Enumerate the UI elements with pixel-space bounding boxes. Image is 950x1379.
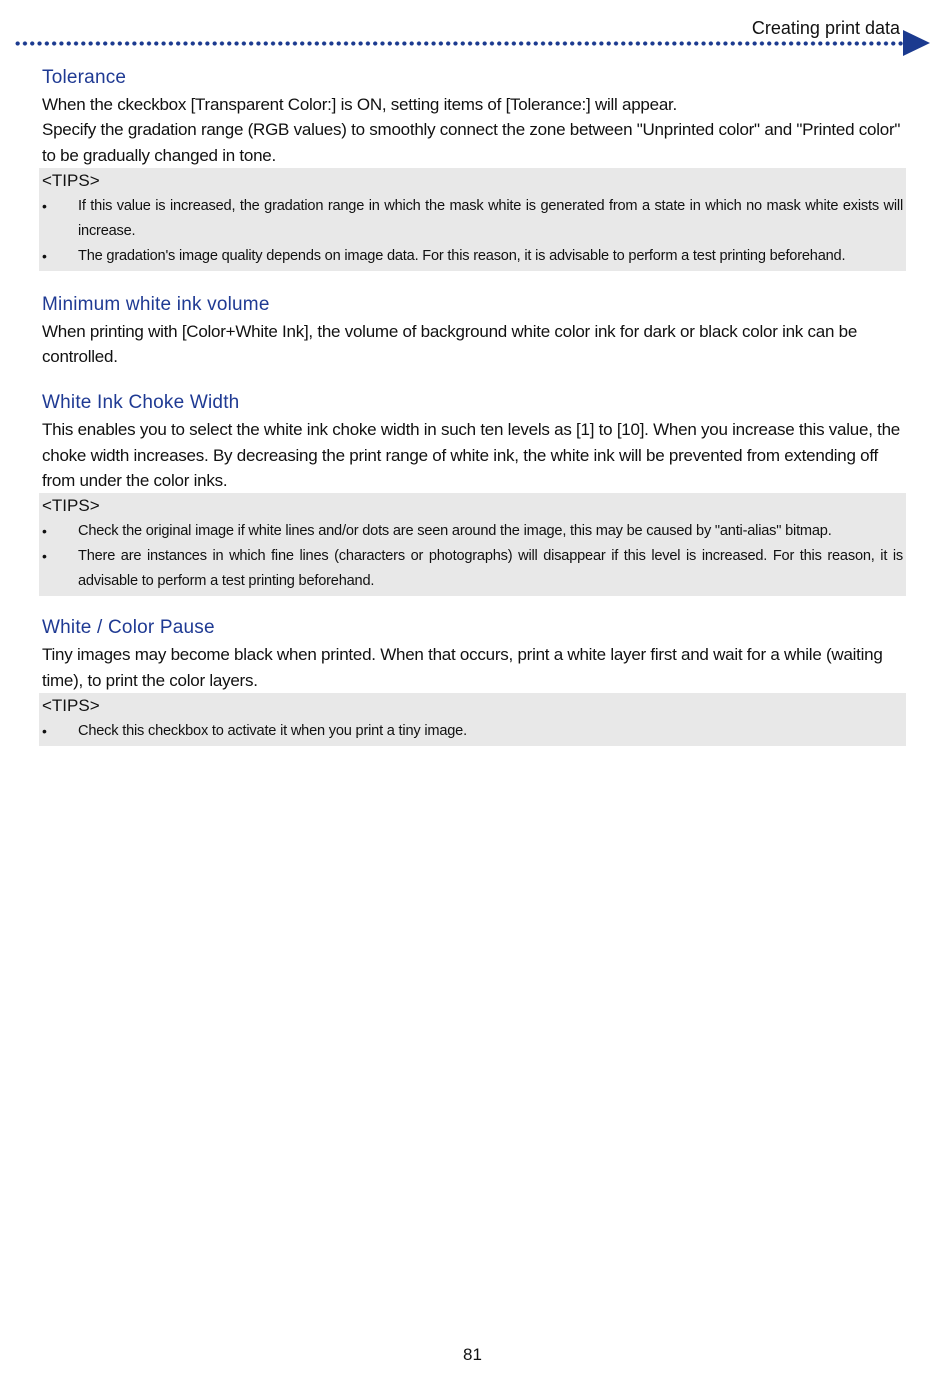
tips-label: <TIPS> bbox=[42, 496, 100, 516]
list-item bbox=[42, 719, 903, 744]
section-white-color-pause bbox=[42, 614, 906, 746]
tip-text: There are instances in which fine lines (characters or photographs) will disappear if this level is increased. For this reason, it is advisable to perform a test printing beforehand. bbox=[78, 548, 903, 590]
bullet-icon: • bbox=[42, 197, 47, 214]
tips-label: <TIPS> bbox=[42, 170, 100, 190]
tip-text: If this value is increased, the gradation range in which the mask white is generated from a state in which no mask white exists will increase. bbox=[78, 197, 903, 239]
tips-list bbox=[42, 194, 903, 269]
bullet-icon: • bbox=[42, 548, 47, 565]
paragraph: When the ckeckbox [Transparent Color:] is ON, setting items of [Tolerance:] will appear. bbox=[42, 95, 677, 114]
bullet-icon: • bbox=[42, 722, 47, 739]
tips-list bbox=[42, 519, 903, 594]
section-heading: Minimum white ink volume bbox=[42, 293, 270, 315]
tip-text: Check this checkbox to activate it when you print a tiny image. bbox=[78, 722, 467, 739]
header-title: Creating print data bbox=[751, 18, 900, 38]
tips-box bbox=[39, 693, 906, 746]
section-heading: Tolerance bbox=[42, 67, 127, 88]
paragraph: Specify the gradation range (RGB values) to smoothly connect the zone between "Unprinted color" and "Printed color" to be gradually changed in tone. bbox=[42, 120, 901, 165]
header-dotted-rule bbox=[14, 41, 906, 46]
page-content bbox=[42, 64, 906, 746]
tips-box bbox=[39, 168, 906, 271]
list-item bbox=[42, 519, 903, 544]
bullet-icon: • bbox=[42, 523, 47, 540]
tips-list bbox=[42, 719, 903, 744]
tip-text: The gradation's image quality depends on image data. For this reason, it is advisable to perform a test printing beforehand. bbox=[78, 247, 846, 264]
tips-label: <TIPS> bbox=[42, 695, 100, 715]
bullet-icon: • bbox=[42, 247, 47, 264]
section-heading: White / Color Pause bbox=[42, 617, 215, 639]
list-item bbox=[42, 544, 903, 594]
list-item bbox=[42, 244, 903, 269]
tips-box bbox=[39, 493, 906, 596]
section-white-ink-choke-width bbox=[42, 389, 906, 596]
paragraph: Tiny images may become black when printed. When that occurs, print a white layer first and wait for a while (waiting time), to print the color layers. bbox=[42, 645, 883, 690]
next-arrow-icon bbox=[903, 30, 930, 56]
section-tolerance bbox=[42, 64, 906, 271]
page-number: 81 bbox=[463, 1345, 482, 1364]
paragraph: When printing with [Color+White Ink], the volume of background white color ink for dark or black color ink can be controlled. bbox=[42, 321, 858, 367]
tip-text: Check the original image if white lines and/or dots are seen around the image, this may be caused by "anti-alias" bitmap. bbox=[78, 523, 832, 540]
section-minimum-white-ink-volume bbox=[42, 291, 906, 370]
section-heading: White Ink Choke Width bbox=[42, 392, 240, 414]
list-item bbox=[42, 194, 903, 244]
paragraph: This enables you to select the white ink choke width in such ten levels as [1] to [10]. When you increase this value, the choke width increases. By decreasing the print range of white ink, the white ink will be prevented from extending off from under the color inks. bbox=[42, 420, 901, 491]
